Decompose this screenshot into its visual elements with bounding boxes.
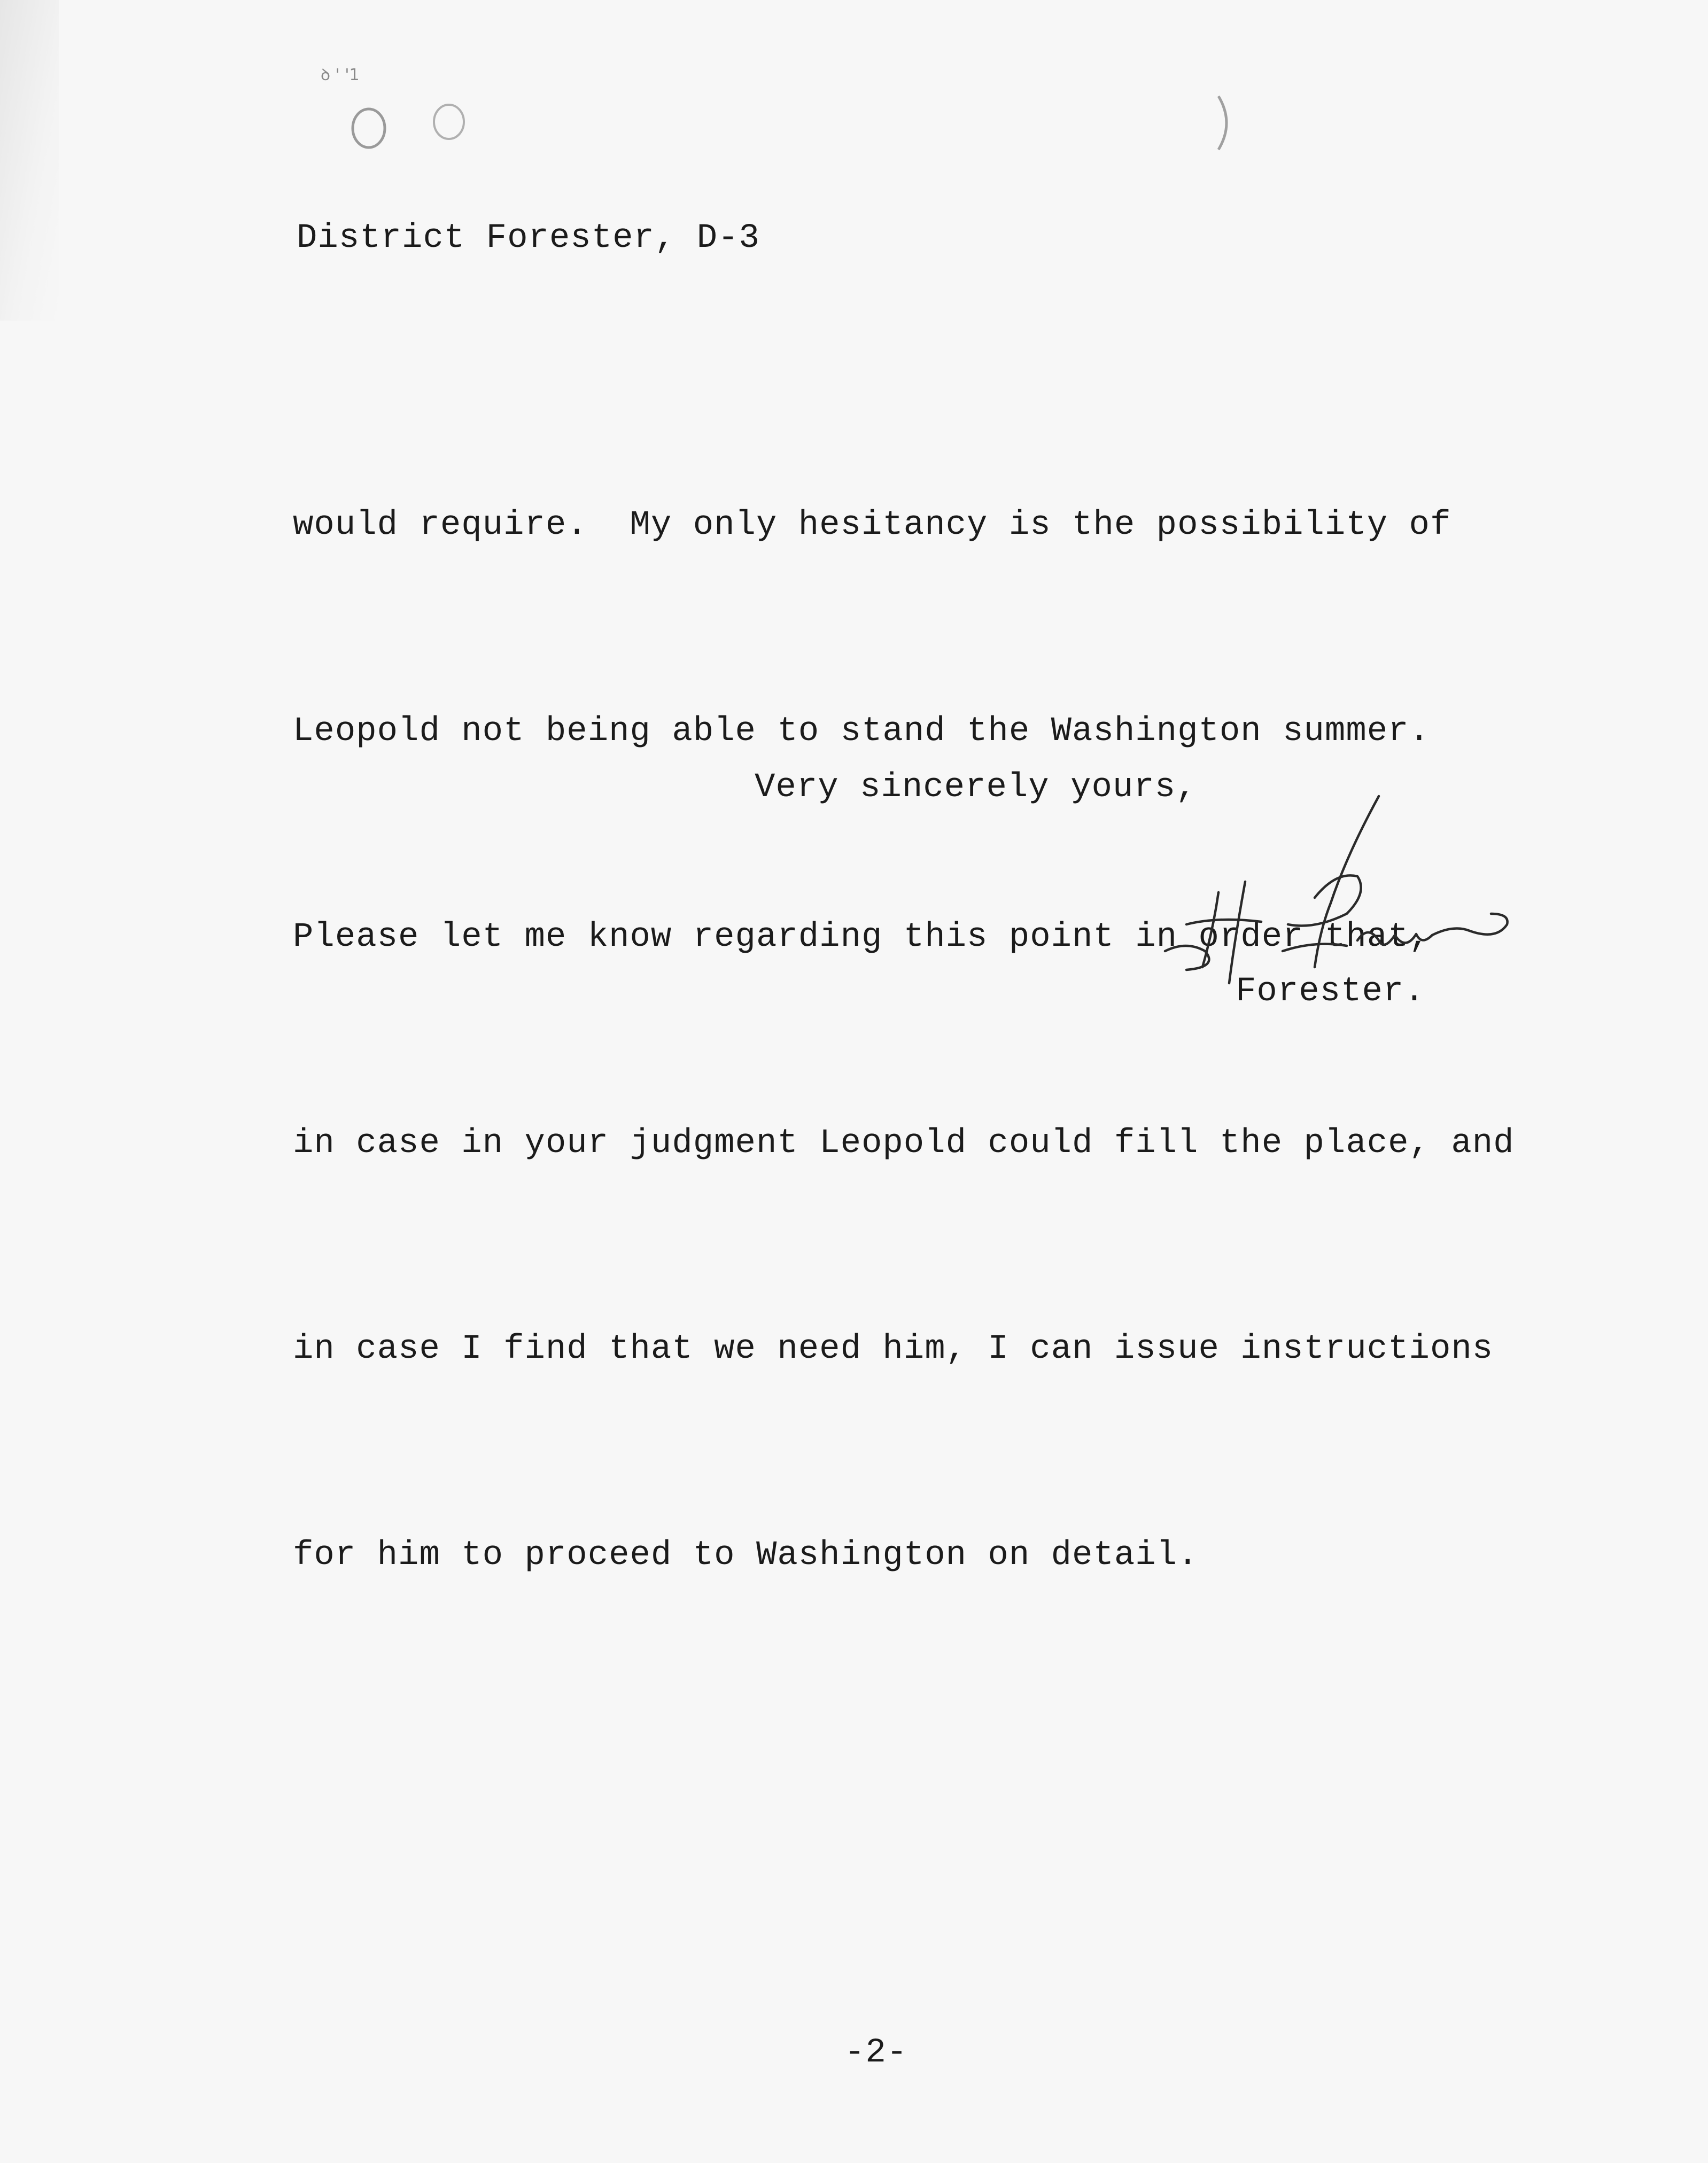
page-number: -2- — [844, 2034, 908, 2072]
body-line: Please let me know regarding this point in order that, — [293, 918, 1430, 956]
svg-text:ꝺ ' '1: ꝺ ' '1 — [321, 66, 360, 84]
body-line: in case in your judgment Leopold could fill the place, and — [293, 1124, 1515, 1163]
punch-hole-marks — [310, 59, 1245, 166]
body-line: would require. My only hesitancy is the possibility of — [293, 506, 1451, 544]
body-line: Leopold not being able to stand the Washington summer. — [293, 712, 1430, 751]
closing-line: Very sincerely yours, — [755, 768, 1197, 807]
paper-edge-shadow — [0, 0, 59, 321]
body-line: in case I find that we need him, I can issue instructions — [293, 1330, 1494, 1368]
recipient-line: District Forester, D-3 — [297, 219, 760, 258]
body-line: for him to proceed to Washington on detail. — [293, 1536, 1199, 1575]
signer-title: Forester. — [1236, 972, 1425, 1011]
letter-body — [293, 354, 1515, 1727]
